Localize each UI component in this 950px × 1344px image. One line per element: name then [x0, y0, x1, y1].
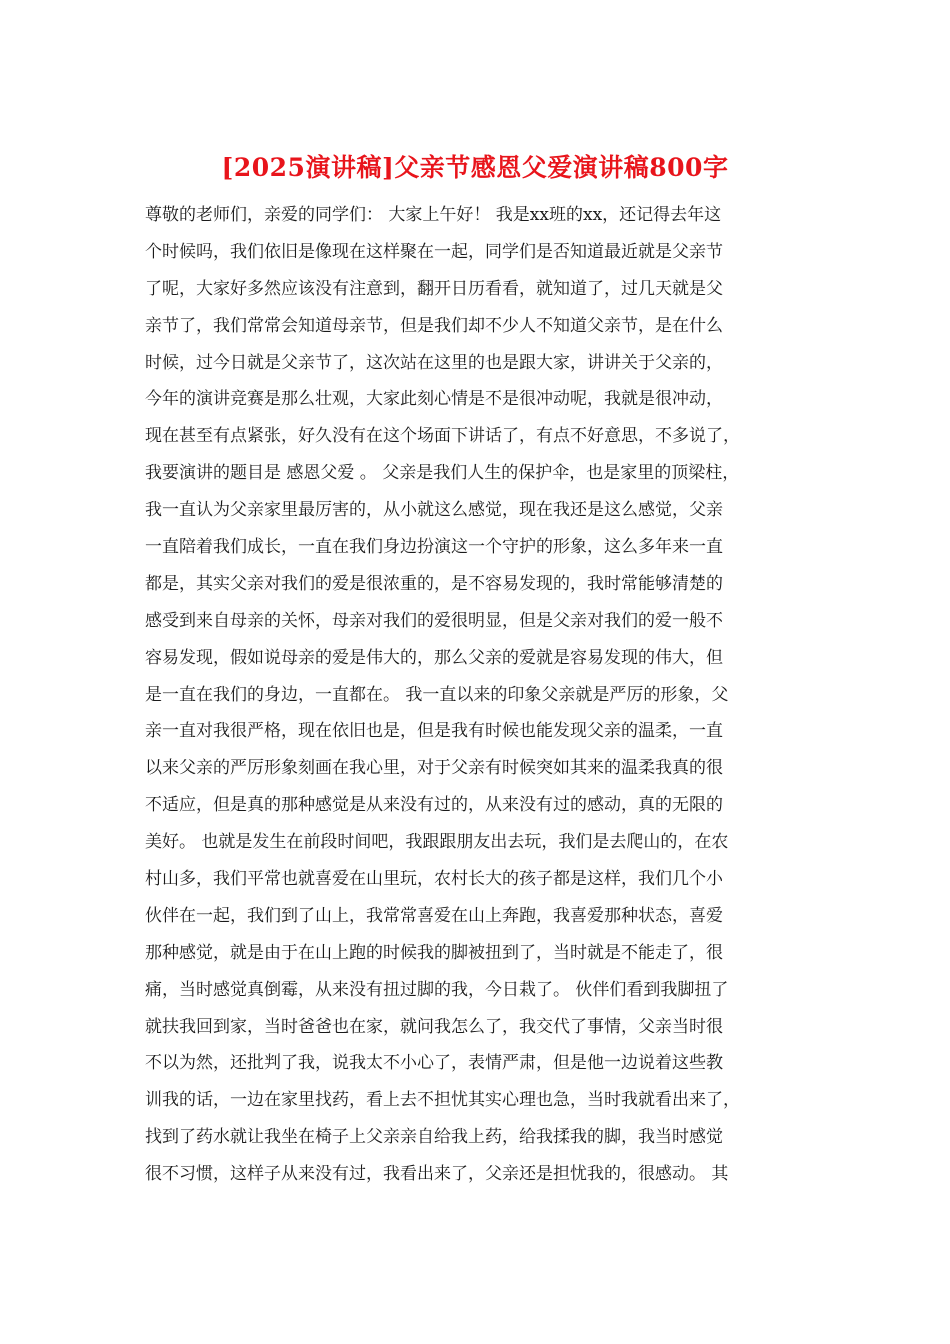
body-line: 就扶我回到家，当时爸爸也在家，就问我怎么了，我交代了事情，父亲当时很	[145, 1016, 723, 1037]
body-line: 都是，其实父亲对我们的爱是很浓重的，是不容易发现的，我时常能够清楚的	[145, 573, 723, 594]
body-line: 个时候吗，我们依旧是像现在这样聚在一起，同学们是否知道最近就是父亲节	[145, 241, 723, 262]
body-line: 我一直认为父亲家里最厉害的，从小就这么感觉，现在我还是这么感觉，父亲	[145, 500, 723, 521]
body-line: 以来父亲的严厉形象刻画在我心里，对于父亲有时候突如其来的温柔我真的很	[145, 758, 723, 779]
body-line: 了呢，大家好多然应该没有注意到，翻开日历看看，就知道了，过几天就是父	[145, 278, 723, 299]
body-line: 我要演讲的题目是 感恩父爱 。 父亲是我们人生的保护伞，也是家里的顶梁柱，	[145, 463, 740, 484]
body-line: 亲一直对我很严格，现在依旧也是，但是我有时候也能发现父亲的温柔，一直	[145, 721, 723, 742]
body-line: 容易发现，假如说母亲的爱是伟大的，那么父亲的爱就是容易发现的伟大，但	[145, 647, 723, 668]
body-line: 那种感觉，就是由于在山上跑的时候我的脚被扭到了，当时就是不能走了，很	[145, 942, 723, 963]
body-line: 伙伴在一起，我们到了山上，我常常喜爱在山上奔跑，我喜爱那种状态，喜爱	[145, 905, 723, 926]
body-line: 感受到来自母亲的关怀，母亲对我们的爱很明显，但是父亲对我们的爱一般不	[145, 610, 723, 631]
document-title: [2025演讲稿]父亲节感恩父爱演讲稿800字	[221, 153, 729, 182]
body-line: 痛，当时感觉真倒霉，从来没有扭过脚的我，今日栽了。 伙伴们看到我脚扭了	[145, 979, 729, 1000]
body-line: 训我的话，一边在家里找药，看上去不担忧其实心理也急，当时我就看出来了，	[145, 1090, 740, 1111]
document-body	[145, 197, 817, 1193]
body-line: 现在甚至有点紧张，好久没有在这个场面下讲话了，有点不好意思，不多说了，	[145, 426, 740, 447]
body-line: 不以为然，还批判了我，说我太不小心了，表情严肃，但是他一边说着这些教	[145, 1053, 723, 1074]
body-line: 时候，过今日就是父亲节了，这次站在这里的也是跟大家，讲讲关于父亲的，	[145, 352, 723, 373]
body-line: 不适应，但是真的那种感觉是从来没有过的，从来没有过的感动，真的无限的	[145, 795, 723, 816]
body-line: 很不习惯，这样子从来没有过，我看出来了，父亲还是担忧我的，很感动。 其	[145, 1164, 729, 1185]
body-line: 一直陪着我们成长，一直在我们身边扮演这一个守护的形象，这么多年来一直	[145, 537, 723, 558]
body-line: 找到了药水就让我坐在椅子上父亲亲自给我上药，给我揉我的脚，我当时感觉	[145, 1127, 723, 1148]
body-line: 美好。 也就是发生在前段时间吧，我跟跟朋友出去玩，我们是去爬山的，在农	[145, 832, 729, 853]
body-line: 今年的演讲竞赛是那么壮观，大家此刻心情是不是很冲动呢，我就是很冲动，	[145, 389, 723, 410]
body-line: 是一直在我们的身边，一直都在。 我一直以来的印象父亲就是严厉的形象，父	[145, 684, 729, 705]
body-line: 尊敬的老师们，亲爱的同学们： 大家上午好！ 我是xx班的xx，还记得去年这	[145, 205, 722, 225]
body-line: 亲节了，我们常常会知道母亲节，但是我们却不少人不知道父亲节，是在什么	[145, 315, 723, 336]
body-line: 村山多，我们平常也就喜爱在山里玩，农村长大的孩子都是这样，我们几个小	[145, 869, 723, 890]
